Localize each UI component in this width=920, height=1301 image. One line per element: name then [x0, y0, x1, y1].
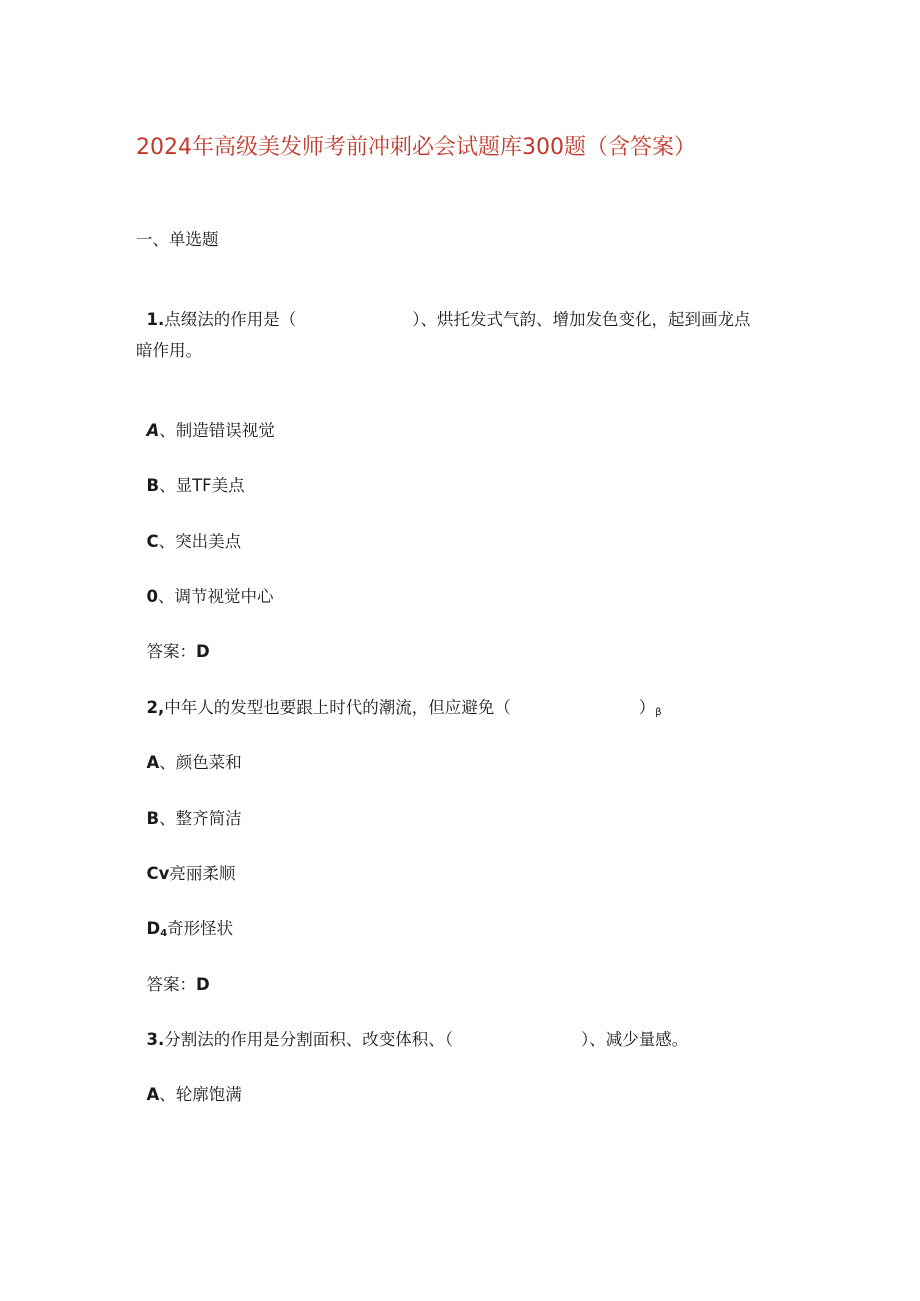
option-label: D	[146, 919, 161, 938]
option-label: Cv	[146, 864, 170, 883]
option-d	[136, 893, 233, 946]
question-text: ）	[638, 698, 656, 717]
question-number: 2,	[146, 698, 165, 717]
question-tail: β	[655, 707, 662, 718]
answer-label: 答案：	[146, 642, 196, 661]
option-a	[136, 395, 275, 443]
option-label: B	[146, 476, 160, 495]
question-1-continuation: 暗作用。	[136, 341, 202, 360]
option-separator: 、	[159, 809, 176, 828]
option-label: 0	[146, 587, 158, 606]
question-text: 点缀法的作用是（	[164, 310, 297, 329]
answer-value: D	[196, 975, 210, 994]
option-text: 奇形怪状	[167, 919, 234, 938]
option-text: 制造错误视觉	[175, 421, 275, 440]
question-number: 1.	[146, 310, 165, 329]
option-label: A	[146, 1085, 160, 1104]
option-text: 颜色菜和	[175, 753, 242, 772]
question-2	[136, 672, 662, 725]
option-separator: 、	[159, 1085, 176, 1104]
question-text: 分割法的作用是分割面积、改变体积、（	[164, 1030, 453, 1049]
answer-label: 答案：	[146, 975, 196, 994]
option-separator: 、	[159, 753, 176, 772]
question-1	[136, 284, 751, 332]
option-separator: 4	[160, 928, 168, 939]
question-number: 3.	[146, 1030, 165, 1049]
option-label: B	[146, 809, 160, 828]
option-a	[136, 1059, 242, 1107]
option-d	[136, 561, 273, 609]
option-label: C	[146, 532, 159, 551]
option-a	[136, 727, 242, 775]
option-b	[136, 783, 242, 831]
question-text: ）、烘托发式气韵、增加发色变化，起到画龙点	[412, 310, 751, 329]
option-text: 整齐简洁	[175, 809, 242, 828]
option-c	[136, 838, 235, 886]
option-text: 轮廓饱满	[175, 1085, 242, 1104]
answer-value: D	[196, 642, 210, 661]
question-3	[136, 1004, 688, 1052]
question-text: 中年人的发型也要跟上时代的潮流，但应避免（	[164, 698, 511, 717]
option-separator: 、	[158, 532, 176, 551]
answer-line	[136, 616, 210, 664]
option-c	[136, 506, 241, 554]
option-separator: 、	[159, 421, 176, 440]
question-text: ）、减少量感。	[581, 1030, 689, 1049]
option-text: 显TF美点	[175, 476, 245, 495]
option-separator: 、	[157, 587, 175, 606]
option-separator: 、	[159, 476, 176, 495]
section-heading: 一、单选题	[136, 230, 219, 249]
answer-line	[136, 949, 210, 997]
option-text: 突出美点	[175, 532, 242, 551]
option-text: 亮丽柔顺	[169, 864, 236, 883]
option-text: 调节视觉中心	[174, 587, 274, 606]
option-label: A	[146, 753, 160, 772]
document-title: 2024年高级美发师考前冲刺必会试题库300题（含答案）	[136, 135, 696, 160]
option-b	[136, 450, 245, 498]
option-label: A	[146, 421, 160, 440]
